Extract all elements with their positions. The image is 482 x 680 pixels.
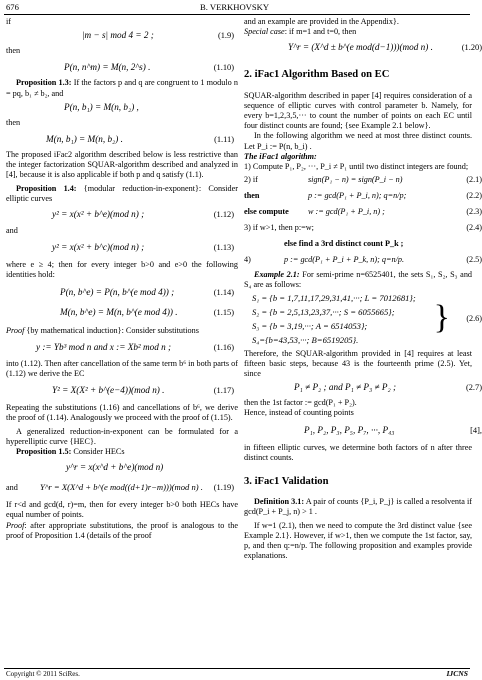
repeating-paragraph: Repeating the substitutions (1.16) and cancellations of b⁶, we derive the proof of (1.14). Analogously we proceed with the proof of (1.15). (6, 403, 238, 423)
proof-1-4 (6, 326, 238, 336)
algorithm-step-3 (244, 220, 482, 236)
equation-number: (1.20) (461, 43, 482, 53)
fifteen-paragraph: in fifteen elliptic curves, we determine both factors of n after three distinct counts. (244, 442, 472, 462)
equation-number: (1.11) (214, 135, 234, 145)
equation-1-16 (6, 337, 238, 358)
step-expression: p := gcd(P₁ + P_i, n); q=n/p; (308, 191, 407, 201)
step-expression: p := gcd(P₁ + P_i + P_k, n); q=n/p. (284, 255, 404, 265)
proposition-label: Proposition 1.3: (16, 78, 72, 88)
proof-text: {by mathematical induction}: Consider substitutions (24, 325, 199, 335)
equation-body: y^r = x(x^d + b^e)(mod n) (66, 462, 164, 473)
continuation-text: and an example are provided in the Appendix}. (244, 17, 399, 26)
and-text: and (6, 483, 18, 493)
equation-body: y² = x(x² + b^c)(mod n) ; (52, 242, 145, 253)
equation-number: (1.14) (213, 287, 234, 297)
equation-1-15 (6, 304, 238, 325)
equation-body: P(n, b₁) = M(n, b₂) , (64, 101, 139, 112)
citation: [4], (470, 425, 482, 435)
proposition-text: If the factors p and q are congruent to 1 modulo n = pq, b₁ ≠ b₂, and (6, 78, 238, 98)
where-paragraph: where e ≥ 4; then for every integer b>0 and e>0 the following identities hold: (6, 260, 238, 280)
equation-body: |m − s| mod 4 = 2 ; (82, 30, 154, 41)
set-definition: S₄={b=43,53,···; B=6519205}. (252, 334, 359, 345)
step-label: 2) if (244, 175, 258, 185)
proposition-1-5 (6, 447, 238, 457)
equation-number: (2.6) (466, 313, 482, 323)
section-2-paragraph-1: SQUAR-algorithm described in paper [4] requires consideration of a sequence of elliptic curves with control parameter b. Namely, for every b=1,2,3,5,··· to count the number of points on each EC until four distinct counts are found; {see Example 2.1 below}. (244, 90, 472, 131)
equation-body: Y^r = X(X^d + b^(e mod((d+1)r−m)))(mod n) . (40, 482, 203, 493)
equation-body: y² = x(x² + b^e)(mod n) ; (52, 209, 145, 220)
equation-body: P₁ ≠ P₂ ; and P₁ ≠ P₃ ≠ P₂ ; (294, 382, 397, 393)
section-3-heading: 3. iFac1 Validation (244, 476, 329, 488)
then-text: then (6, 46, 21, 56)
algorithm-step-2 (244, 172, 482, 188)
right-brace: } (433, 298, 450, 336)
special-case-label: Special case (244, 27, 285, 37)
set-definition: S₃ = {b = 3,19,···; A = 6514053}; (252, 320, 368, 331)
step-label: then (244, 191, 260, 201)
step-text: 3) if w>1, then p:=w; (244, 223, 314, 233)
left-column (6, 17, 238, 541)
proof-1-5 (6, 521, 238, 541)
definition-3-1 (244, 497, 472, 517)
special-case-text: : if m=1 and t=0, then (284, 27, 357, 37)
proposition-text: {modular reduction-in-exponent}: Consider elliptic curves (6, 183, 238, 203)
equation-body: P(n, b^e) = P(n, b^(e mod 4)) ; (60, 286, 175, 297)
equation-1-17 (6, 380, 238, 402)
equation-body: y := Yb³ mod n and x := Xb² mod n ; (36, 341, 172, 352)
journal-name: IJCNS (446, 669, 468, 678)
algorithm-step-4 (244, 252, 482, 268)
equation-2-7 (244, 380, 482, 397)
proposition-text: Consider HECs (71, 447, 125, 457)
algorithm-step-1: 1) Compute P₁, P₂, ···, P_i ≠ P₁ until two distinct integers are found; (244, 162, 469, 172)
equation-number: (2.5) (466, 255, 482, 265)
generalized-paragraph: A generalized reduction-in-exponent can be formulated for a hyperelliptic curve {HEC}. (6, 426, 238, 446)
equation-1-9 (6, 28, 238, 45)
step-label: else compute (244, 207, 289, 217)
proof-text: : after appropriate substitutions, the proof is analogous to the proof of Proposition 1.4 (details of the proof (6, 520, 238, 540)
equation-number: (1.13) (213, 243, 234, 253)
equation-number: (1.19) (213, 483, 234, 493)
equation-number: (2.7) (465, 383, 482, 393)
proposition-label: Proposition 1.5: (16, 447, 72, 457)
copyright-text: Copyright © 2011 SciRes. (6, 670, 80, 678)
last-paragraph: If w=1 (2.1), then we need to compute the 3rd distinct value {see Example 2.1}. However, if w>1, then we compute the 1st factor, say, p, and then q:=n/p. The following proposition and examples provide explanations. (244, 520, 472, 561)
equation-body: Y² = X(X² + b^(e−4))(mod n) . (52, 385, 165, 396)
equation-number: (2.4) (466, 223, 482, 233)
if-text: if (6, 17, 12, 26)
proposition-1-4 (6, 184, 238, 204)
if-r-paragraph: If r<d and gcd(d, r)=m, then for every integer b>0 both HECs have equal number of points. (6, 500, 238, 520)
equation-body: P₁, P₂, P₃, P₅, P₇, ···, P₄₃ (304, 424, 395, 435)
algorithm-title: The iFac1 algorithm: (244, 151, 317, 161)
equation-body: M(n, b^e) = M(n, b^(e mod 4)) . (60, 306, 178, 317)
set-definition: S₁ = {b = 1,7,11,17,29,31,41,···; L = 7012681}; (252, 292, 416, 303)
equation-number: (1.17) (213, 386, 234, 396)
right-column (244, 17, 482, 561)
equation-1-19 (6, 479, 238, 499)
definition-text: A pair of counts {P_i, P_j} is called a resolventa if gcd(P_i + P_j, n) > 1 . (244, 497, 472, 517)
equation-number: (1.15) (213, 307, 234, 317)
step-label: 4) (244, 255, 251, 265)
equation-number: (2.3) (466, 207, 482, 217)
running-author: B. VERKHOVSKY (200, 2, 270, 12)
definition-label: Definition 3.1: (254, 497, 305, 507)
equation-1-11 (6, 129, 238, 149)
hence-text: Hence, instead of counting points (244, 408, 354, 418)
equation-points (244, 420, 482, 442)
equation-hec (6, 458, 238, 478)
into-paragraph: into (1.12). Then after cancellation of the same term b⁶ in both parts of (1.12) we derive the EC (6, 358, 238, 379)
and-text: and (6, 226, 18, 236)
page-number: 676 (6, 2, 19, 12)
therefore-paragraph: Therefore, the SQUAR-algorithm provided in [4] requires at least fifteen basic steps, because 43 is the fourteenth prime (2.5). Yet, since (244, 348, 472, 379)
algorithm-step-3b (244, 236, 472, 252)
proposition-1-3 (6, 78, 238, 98)
equation-1-13 (6, 237, 238, 259)
then-text: then (6, 117, 21, 127)
set-definition: S₂ = {b = 2,5,13,23,37,···; S = 6055665}; (252, 306, 395, 317)
equation-number: (1.16) (213, 342, 234, 352)
proof-label: Proof (6, 520, 25, 530)
proof-label: Proof (6, 325, 25, 335)
special-case (244, 27, 472, 37)
equation-number: (2.1) (466, 175, 482, 185)
equation-1-20 (244, 38, 482, 58)
example-label: Example 2.1: (254, 270, 300, 280)
ifac2-paragraph: The proposed iFac2 algorithm described below is less restrictive than the integer factorization SQUAR-algorithm described and analyzed in [4], because it is also applicable if both p and q satisfy (1.1). (6, 150, 238, 180)
equation-1-12 (6, 205, 238, 225)
section-2-heading: 2. iFac1 Algorithm Based on EC (244, 69, 390, 81)
page-header (0, 2, 474, 14)
equation-1-14 (6, 282, 238, 303)
footer-rule (4, 668, 470, 669)
algorithm-then (244, 188, 482, 204)
proposition-label: Proposition 1.4: (16, 183, 77, 193)
example-2-1 (244, 270, 472, 290)
equation-body: P(n, n^m) = M(n, 2^s) . (64, 62, 151, 73)
algorithm-else (244, 204, 482, 220)
section-2-paragraph-2: In the following algorithm we need at most three distinct counts. Let P_i := P(n, b_i) . (244, 131, 472, 151)
equation-body: Y^r = (X^d ± b^(e mod(d−1)))(mod n) . (288, 42, 433, 53)
equation-number: (2.2) (466, 191, 482, 201)
example-text: For semi-prime n=6525401, the sets S₁, S₂, S₃ and S₄ are as follows: (244, 270, 473, 290)
equation-body: M(n, b₁) = M(n, b₂) . (46, 134, 123, 145)
header-rule (4, 14, 470, 15)
equation-number: (1.10) (213, 63, 234, 73)
equation-1-10 (6, 57, 238, 77)
equation-number: (1.12) (213, 210, 234, 220)
step-text: else find a 3rd distinct count P_k ; (284, 239, 404, 249)
step-expression: w := gcd(P₁ + P_i, n) ; (308, 207, 385, 217)
step-expression: sign(P₁ − n) = sign(P_i − n) (308, 175, 403, 185)
sets-block (244, 291, 482, 349)
equation-number: (1.9) (217, 31, 234, 41)
first-factor-text: then the 1st factor := gcd(P₁ + P₂). (244, 398, 357, 408)
equation-p-equals-m (6, 100, 238, 117)
